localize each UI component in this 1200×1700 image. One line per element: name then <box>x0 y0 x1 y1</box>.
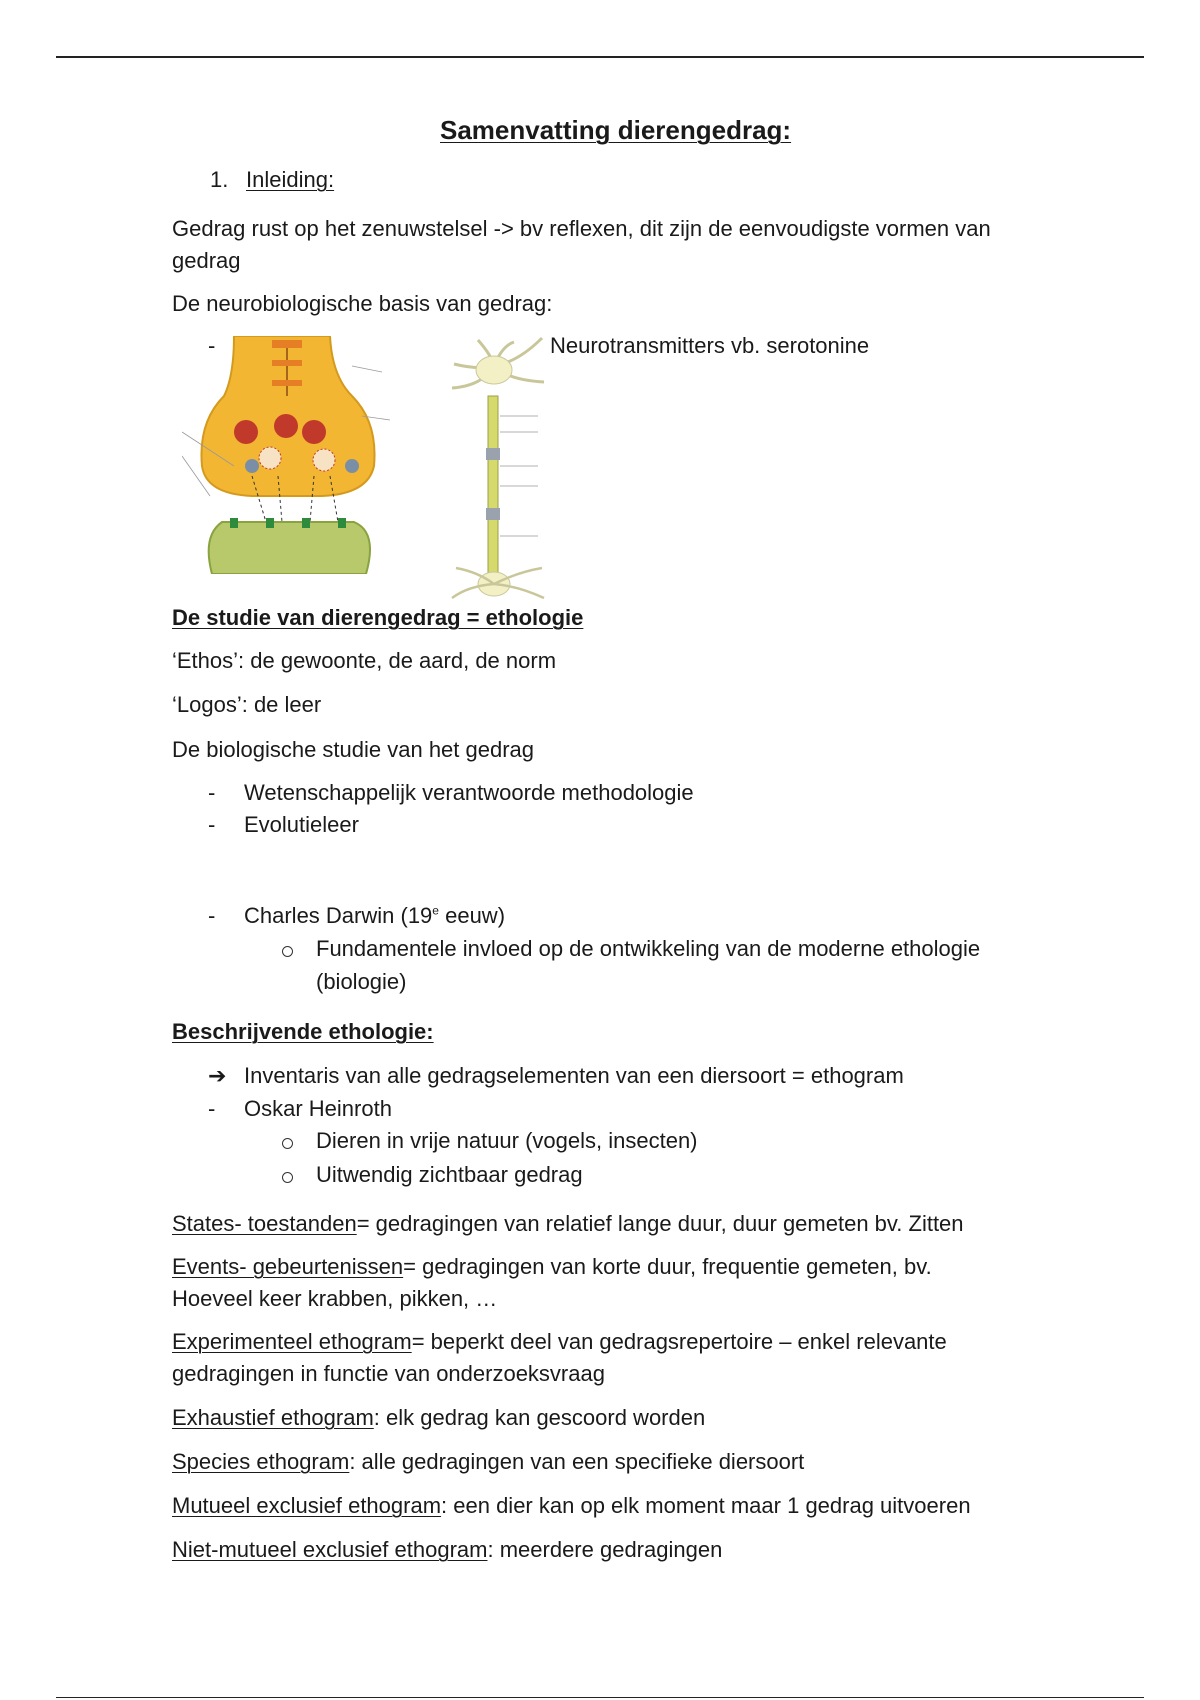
dash-bullet: - <box>208 780 216 805</box>
neuron-illustration <box>448 336 548 600</box>
bio-study-text: De biologische studie van het gedrag <box>172 737 535 762</box>
definition-experimental-cont: gedragingen in functie van onderzoeksvraag <box>172 1361 605 1386</box>
definition-states: States- toestanden= gedragingen van relatief lange duur, duur gemeten bv. Zitten <box>172 1211 964 1236</box>
ethology-heading: De studie van dierengedrag = ethologie <box>172 605 584 630</box>
bottom-rule <box>56 1697 1144 1698</box>
definition-events-cont: Hoeveel keer krabben, pikken, … <box>172 1286 498 1311</box>
definition-mutual-exclusive: Mutueel exclusief ethogram: een dier kan op elk moment maar 1 gedrag uitvoeren <box>172 1493 971 1518</box>
descriptive-heading: Beschrijvende ethologie: <box>172 1019 434 1044</box>
darwin-item: Charles Darwin (19e eeuw) <box>244 903 506 928</box>
page-title: Samenvatting dierengedrag: <box>440 115 792 145</box>
synapse-illustration <box>182 336 394 574</box>
list-item: Evolutieleer <box>244 812 359 837</box>
heinroth-item: Oskar Heinroth <box>244 1096 392 1121</box>
definition-exhaustive: Exhaustief ethogram: elk gedrag kan gescoord worden <box>172 1405 706 1430</box>
definition-non-mutual-exclusive: Niet-mutueel exclusief ethogram: meerdere gedragingen <box>172 1537 723 1562</box>
circle-bullet <box>282 1138 293 1149</box>
logos-definition: ‘Logos’: de leer <box>172 692 322 717</box>
ethogram-inventory-item: Inventaris van alle gedragselementen van een diersoort = ethogram <box>244 1063 904 1088</box>
ethos-definition: ‘Ethos’: de gewoonte, de aard, de norm <box>172 648 557 673</box>
neuro-basis-text: De neurobiologische basis van gedrag: <box>172 291 553 316</box>
circle-bullet <box>282 946 293 957</box>
intro-line-2: gedrag <box>172 248 241 273</box>
top-rule <box>56 56 1144 58</box>
section-heading-inleiding: Inleiding: <box>246 167 335 192</box>
section-number: 1. <box>210 167 229 192</box>
definition-events: Events- gebeurtenissen= gedragingen van korte duur, frequentie gemeten, bv. <box>172 1254 932 1279</box>
dash-bullet: - <box>208 333 216 358</box>
dash-bullet: - <box>208 1096 216 1121</box>
darwin-sub-item: Fundamentele invloed op de ontwikkeling van de moderne ethologie <box>316 936 981 961</box>
dash-bullet: - <box>208 812 216 837</box>
darwin-sub-item-cont: (biologie) <box>316 969 407 994</box>
heinroth-sub-item: Dieren in vrije natuur (vogels, insecten) <box>316 1128 698 1153</box>
definition-experimental: Experimenteel ethogram= beperkt deel van gedragsrepertoire – enkel relevante <box>172 1329 947 1354</box>
circle-bullet <box>282 1172 293 1183</box>
arrow-bullet-icon: ➔ <box>208 1063 227 1088</box>
heinroth-sub-item: Uitwendig zichtbaar gedrag <box>316 1162 583 1187</box>
list-item: Wetenschappelijk verantwoorde methodologie <box>244 780 694 805</box>
intro-line-1: Gedrag rust op het zenuwstelsel -> bv reflexen, dit zijn de eenvoudigste vormen van <box>172 216 991 241</box>
definition-species: Species ethogram: alle gedragingen van een specifieke diersoort <box>172 1449 805 1474</box>
neurotransmitters-text: Neurotransmitters vb. serotonine <box>550 333 870 358</box>
dash-bullet: - <box>208 903 216 928</box>
